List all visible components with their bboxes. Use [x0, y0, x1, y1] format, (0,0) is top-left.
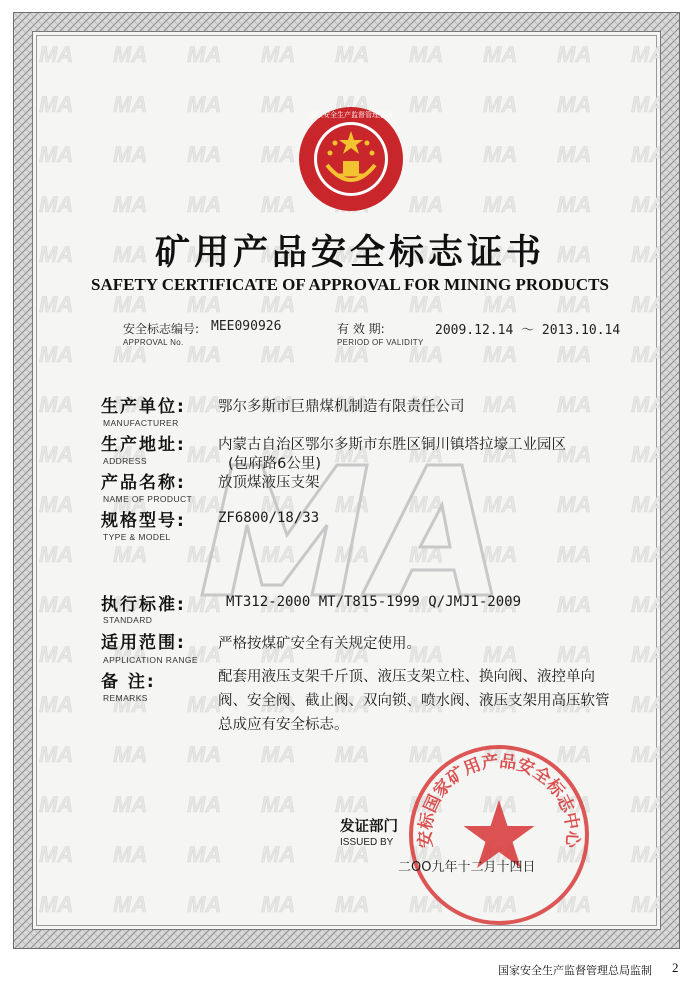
remarks-value: 配套用液压支架千斤顶、液压支架立柱、换向阀、液控单向阀、安全阀、截止阀、双向锁、喷水阀、液压支架用高压软管总成应有安全标志。: [218, 669, 610, 733]
model-label-en: TYPE & MODEL: [103, 532, 171, 542]
application-range-label: 适用范围:: [101, 633, 186, 653]
standard-value: MT312-2000 MT/T815-1999 Q/JMJ1-2009: [226, 594, 522, 610]
state-administration-emblem: [297, 105, 405, 213]
application-range-value: 严格按煤矿安全有关规定使用。: [218, 636, 421, 652]
address-value-line2: (包府路6公里): [228, 456, 322, 472]
issuing-authority-seal: [404, 740, 594, 930]
approval-label: 安全标志编号:: [123, 322, 200, 336]
certificate-title-en: SAFETY CERTIFICATE OF APPROVAL FOR MINING PRODUCTS: [91, 275, 609, 294]
validity-label: 有 效 期:: [337, 322, 385, 336]
remarks-label-en: REMARKS: [103, 693, 148, 703]
validity-label-en: PERIOD OF VALIDITY: [337, 338, 424, 347]
svg-text:国家安全生产监督管理总局: 国家安全生产监督管理总局: [309, 111, 393, 119]
address-label: 生产地址:: [101, 435, 186, 455]
manufacturer-label-en: MANUFACTURER: [103, 418, 179, 428]
model-value: ZF6800/18/33: [218, 510, 320, 526]
address-value: 内蒙古自治区鄂尔多斯市东胜区铜川镇塔拉壕工业园区: [218, 437, 566, 453]
standard-label-en: STANDARD: [103, 615, 153, 625]
product-label: 产品名称:: [101, 473, 186, 493]
manufacturer-value: 鄂尔多斯市巨鼎煤机制造有限责任公司: [218, 399, 465, 415]
page-number: 2: [672, 960, 679, 975]
certificate-title-cn: 矿用产品安全标志证书: [154, 233, 545, 273]
model-label: 规格型号:: [101, 511, 186, 531]
application-range-label-en: APPLICATION RANGE: [103, 655, 198, 665]
approval-number: MEE090926: [211, 319, 282, 334]
validity-period: 2009.12.14 ～ 2013.10.14: [435, 323, 621, 338]
svg-text:安标国家矿用产品安全标志中心: 安标国家矿用产品安全标志中心: [415, 751, 583, 849]
manufacturer-label: 生产单位:: [101, 397, 186, 417]
issuer-label-en: ISSUED BY: [340, 837, 394, 848]
remarks-label: 备 注:: [101, 672, 156, 692]
issue-date: 二OO九年十二月十四日: [398, 860, 536, 875]
product-label-en: NAME OF PRODUCT: [103, 494, 193, 504]
approval-label-en: APPROVAL No.: [123, 338, 184, 347]
address-label-en: ADDRESS: [103, 456, 147, 466]
footer-text: 国家安全生产监督管理总局监制: [498, 964, 652, 977]
product-value: 放顶煤液压支架: [218, 475, 320, 491]
standard-label: 执行标准:: [101, 595, 186, 615]
issuer-label: 发证部门: [340, 819, 398, 835]
